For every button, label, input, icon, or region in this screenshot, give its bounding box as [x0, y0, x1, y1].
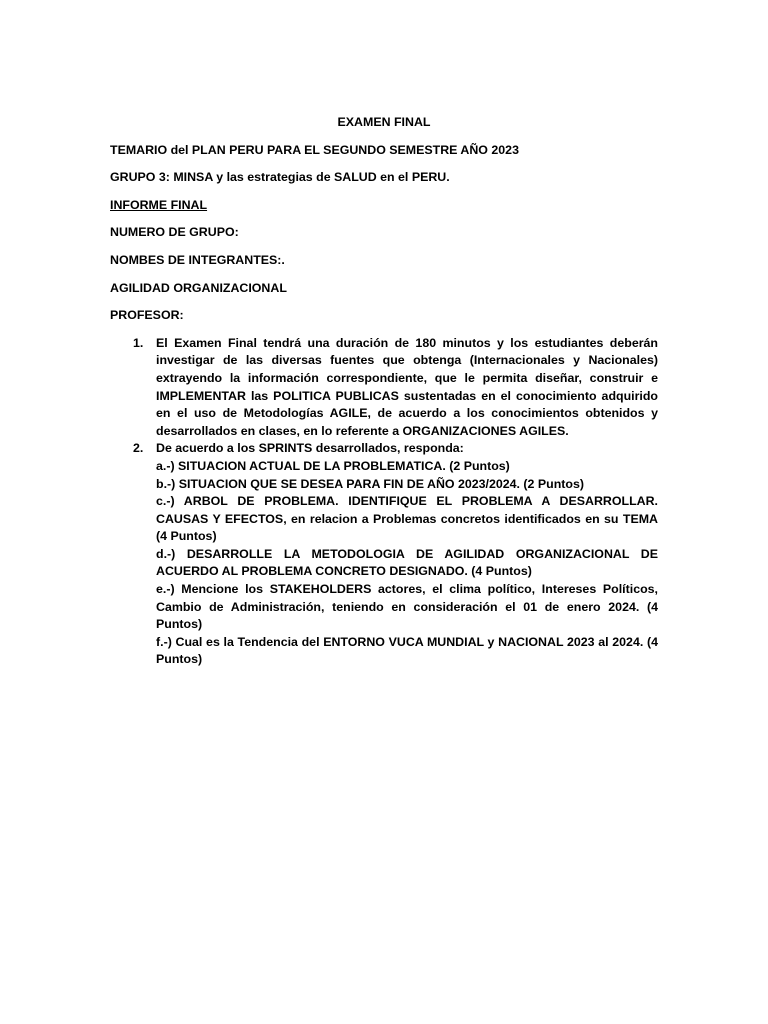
subitem-a: a.-) SITUACION ACTUAL DE LA PROBLEMATICA. (2 Puntos) — [156, 458, 510, 473]
subitem-b: b.-) SITUACION QUE SE DESEA PARA FIN DE AÑO 2023/2024. (2 Puntos) — [156, 476, 585, 491]
list-item-1 — [110, 335, 658, 441]
list-item-number: 2. — [133, 441, 144, 456]
subitem-e: e.-) Mencione los STAKEHOLDERS actores, el clima político, Intereses Políticos, Cambio de Administración, teniendo en consideración el 01 de enero 2024. (4 Puntos) — [156, 582, 658, 632]
grupo-line: GRUPO 3: MINSA y las estrategias de SALUD en el PERU. — [110, 170, 450, 185]
integrantes-label: NOMBES DE INTEGRANTES:. — [110, 252, 285, 267]
document-title: EXAMEN FINAL — [337, 115, 431, 129]
list-item-2 — [110, 440, 658, 669]
document-body — [110, 114, 658, 669]
informe-final-heading: INFORME FINAL — [110, 197, 208, 212]
subitem-d: d.-) DESARROLLE LA METODOLOGIA DE AGILIDAD ORGANIZACIONAL DE ACUERDO AL PROBLEMA CONCRETO DESIGNADO. (4 Puntos) — [156, 546, 658, 579]
list-item-text: De acuerdo a los SPRINTS desarrollados, responda: — [156, 441, 464, 456]
course-name: AGILIDAD ORGANIZACIONAL — [110, 280, 287, 295]
temario-line: TEMARIO del PLAN PERU PARA EL SEGUNDO SEMESTRE AÑO 2023 — [110, 142, 519, 157]
profesor-label: PROFESOR: — [110, 308, 184, 323]
instructions-list — [110, 335, 658, 669]
subitem-c: c.-) ARBOL DE PROBLEMA. IDENTIFIQUE EL PROBLEMA A DESARROLLAR. CAUSAS Y EFECTOS, en relacion a Problemas concretos identificados en su TEMA (4 Puntos) — [156, 494, 658, 544]
subitem-f: f.-) Cual es la Tendencia del ENTORNO VUCA MUNDIAL y NACIONAL 2023 al 2024. (4 Puntos) — [156, 634, 658, 667]
list-item-text: El Examen Final tendrá una duración de 180 minutos y los estudiantes deberán investigar de las diversas fuentes que obtenga (Internacionales y Nacionales) extrayendo la información correspondiente, que le permita diseñar, construir e IMPLEMENTAR las POLITICA PUBLICAS sustentadas en el conocimiento adquirido en el uso de Metodologías AGILE, de acuerdo a los conocimientos obtenidos y desarrollados en clases, en lo referente a ORGANIZACIONES AGILES. — [156, 335, 658, 438]
list-item-number: 1. — [133, 335, 144, 350]
numero-grupo-label: NUMERO DE GRUPO: — [110, 225, 239, 240]
